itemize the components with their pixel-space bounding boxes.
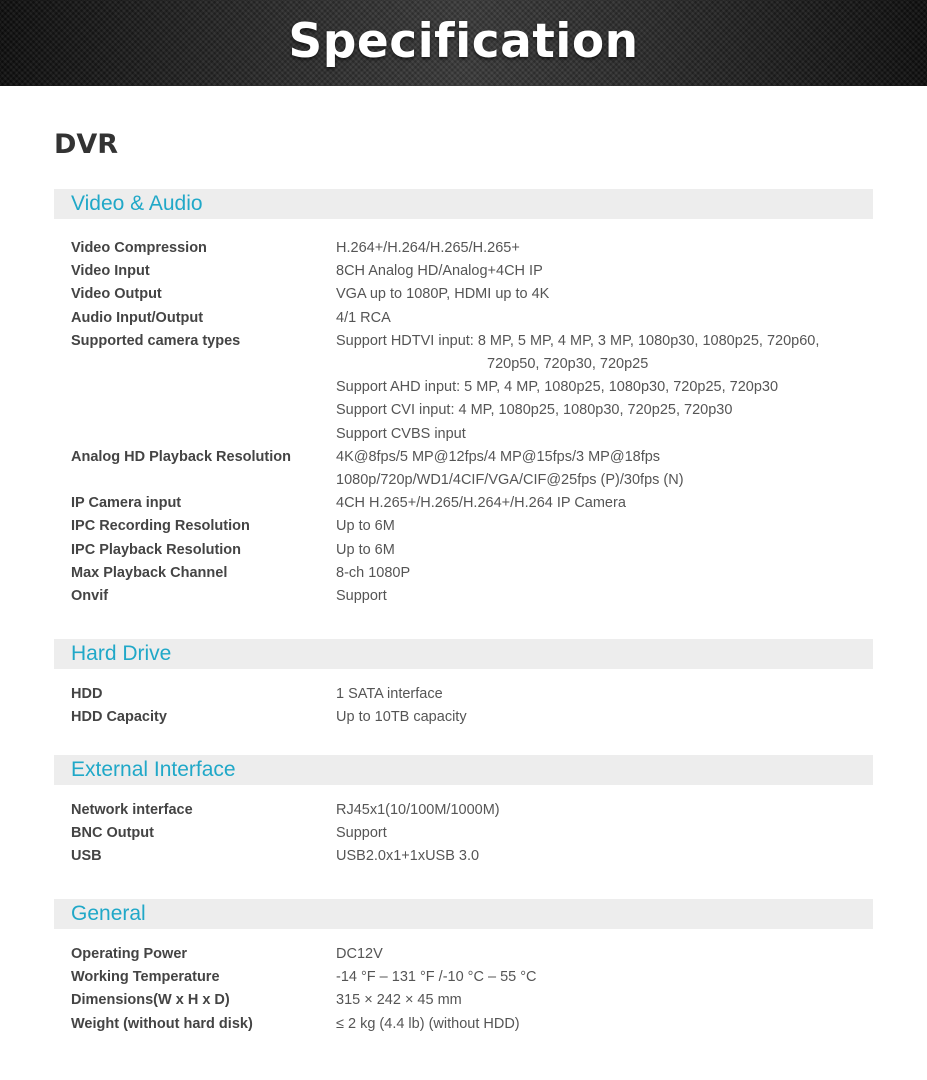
spec-label: HDD Capacity xyxy=(71,709,167,726)
spec-values xyxy=(336,283,873,306)
spec-label: Analog HD Playback Resolution xyxy=(71,448,291,465)
spec-row xyxy=(54,330,873,446)
spec-value: 1080p/720p/WD1/4CIF/VGA/CIF@25fps (P)/30fps (N) xyxy=(336,472,684,489)
spec-row xyxy=(54,283,873,306)
spec-label: Audio Input/Output xyxy=(71,309,204,326)
section-header: Hard Drive xyxy=(54,639,873,669)
spec-row xyxy=(54,845,873,868)
spec-value: Support xyxy=(336,588,387,605)
spec-value: 1 SATA interface xyxy=(336,686,443,702)
spec-label: Onvif xyxy=(71,588,109,605)
spec-row xyxy=(54,683,873,706)
spec-row xyxy=(54,539,873,562)
spec-value: Support HDTVI input: 8 MP, 5 MP, 4 MP, 3 MP, 1080p30, 1080p25, 720p60, xyxy=(336,332,820,349)
spec-value: 8CH Analog HD/Analog+4CH IP xyxy=(336,263,543,280)
banner xyxy=(0,0,927,86)
spec-label: USB xyxy=(71,848,102,865)
section-header: General xyxy=(54,899,873,929)
spec-value: 720p50, 720p30, 720p25 xyxy=(487,356,649,373)
spec-value: Support CVI input: 4 MP, 1080p25, 1080p30, 720p25, 720p30 xyxy=(336,402,733,419)
spec-rows xyxy=(54,943,873,1036)
spec-row xyxy=(54,237,873,260)
spec-value: -14 °F – 131 °F /-10 °C – 55 °C xyxy=(336,969,537,986)
spec-value: RJ45x1(10/100M/1000M) xyxy=(336,802,500,818)
spec-value: Up to 6M xyxy=(336,518,395,535)
spec-values xyxy=(336,943,873,966)
spec-rows xyxy=(54,799,873,869)
spec-row xyxy=(54,585,873,608)
spec-label: Video Input xyxy=(71,263,150,280)
spec-row xyxy=(54,307,873,330)
spec-values xyxy=(336,706,873,729)
spec-row xyxy=(54,562,873,585)
spec-values xyxy=(336,989,873,1012)
spec-row xyxy=(54,492,873,515)
spec-values xyxy=(336,683,873,706)
section-header: External Interface xyxy=(54,755,873,785)
spec-row xyxy=(54,989,873,1012)
spec-values xyxy=(336,492,873,515)
spec-values xyxy=(336,1013,873,1036)
spec-values xyxy=(336,845,873,868)
spec-values xyxy=(336,822,873,845)
section-header: Video & Audio xyxy=(54,189,873,219)
spec-row xyxy=(54,966,873,989)
spec-value: Support AHD input: 5 MP, 4 MP, 1080p25, 1080p30, 720p25, 720p30 xyxy=(336,379,779,396)
spec-value: H.264+/H.264/H.265/H.265+ xyxy=(336,240,520,256)
spec-row xyxy=(54,260,873,283)
spec-label: BNC Output xyxy=(71,825,154,842)
spec-value: 8-ch 1080P xyxy=(336,564,411,581)
spec-label: IPC Recording Resolution xyxy=(71,518,250,535)
spec-rows xyxy=(54,237,873,608)
spec-label: Network interface xyxy=(71,802,193,818)
spec-values xyxy=(336,260,873,283)
spec-values xyxy=(336,799,873,822)
spec-row xyxy=(54,822,873,845)
spec-value: ≤ 2 kg (4.4 lb) (without HDD) xyxy=(336,1015,520,1032)
spec-row xyxy=(54,1013,873,1036)
spec-value: 315 × 242 × 45 mm xyxy=(336,992,462,1009)
spec-values xyxy=(336,539,873,562)
banner-title: Specification xyxy=(288,13,639,69)
spec-value: 4/1 RCA xyxy=(336,309,391,326)
spec-label: Operating Power xyxy=(71,946,188,962)
spec-values xyxy=(336,446,873,492)
spec-row xyxy=(54,943,873,966)
spec-value: Up to 10TB capacity xyxy=(336,709,467,726)
spec-label: IPC Playback Resolution xyxy=(71,541,242,558)
spec-label: Video Output xyxy=(71,286,162,303)
spec-values xyxy=(336,515,873,538)
spec-values xyxy=(336,562,873,585)
section-video-audio xyxy=(54,189,873,608)
spec-rows xyxy=(54,683,873,729)
spec-values xyxy=(336,307,873,330)
section-general xyxy=(54,899,873,1036)
spec-values xyxy=(336,585,873,608)
spec-value: DC12V xyxy=(336,946,383,962)
spec-label: HDD xyxy=(71,686,103,702)
spec-values xyxy=(336,330,873,446)
spec-row xyxy=(54,446,873,492)
spec-label: Max Playback Channel xyxy=(71,564,228,581)
spec-row xyxy=(54,799,873,822)
spec-value: Support CVBS input xyxy=(336,425,466,442)
spec-row xyxy=(54,706,873,729)
spec-values xyxy=(336,237,873,260)
section-hard-drive xyxy=(54,639,873,729)
spec-label: Supported camera types xyxy=(71,332,241,349)
spec-value: Up to 6M xyxy=(336,541,395,558)
spec-label: Video Compression xyxy=(71,240,207,256)
section-external-interface xyxy=(54,755,873,869)
spec-label: IP Camera input xyxy=(71,495,182,512)
spec-row xyxy=(54,515,873,538)
spec-label: Dimensions(W x H x D) xyxy=(71,992,230,1009)
spec-label: Working Temperature xyxy=(71,969,220,986)
product-title: DVR xyxy=(54,129,119,160)
spec-value: USB2.0x1+1xUSB 3.0 xyxy=(336,848,480,865)
spec-label: Weight (without hard disk) xyxy=(71,1015,253,1032)
spec-value: 4K@8fps/5 MP@12fps/4 MP@15fps/3 MP@18fps xyxy=(336,448,661,465)
spec-value: 4CH H.265+/H.265/H.264+/H.264 IP Camera xyxy=(336,495,626,512)
spec-value: VGA up to 1080P, HDMI up to 4K xyxy=(336,286,550,303)
spec-values xyxy=(336,966,873,989)
spec-value: Support xyxy=(336,825,387,842)
